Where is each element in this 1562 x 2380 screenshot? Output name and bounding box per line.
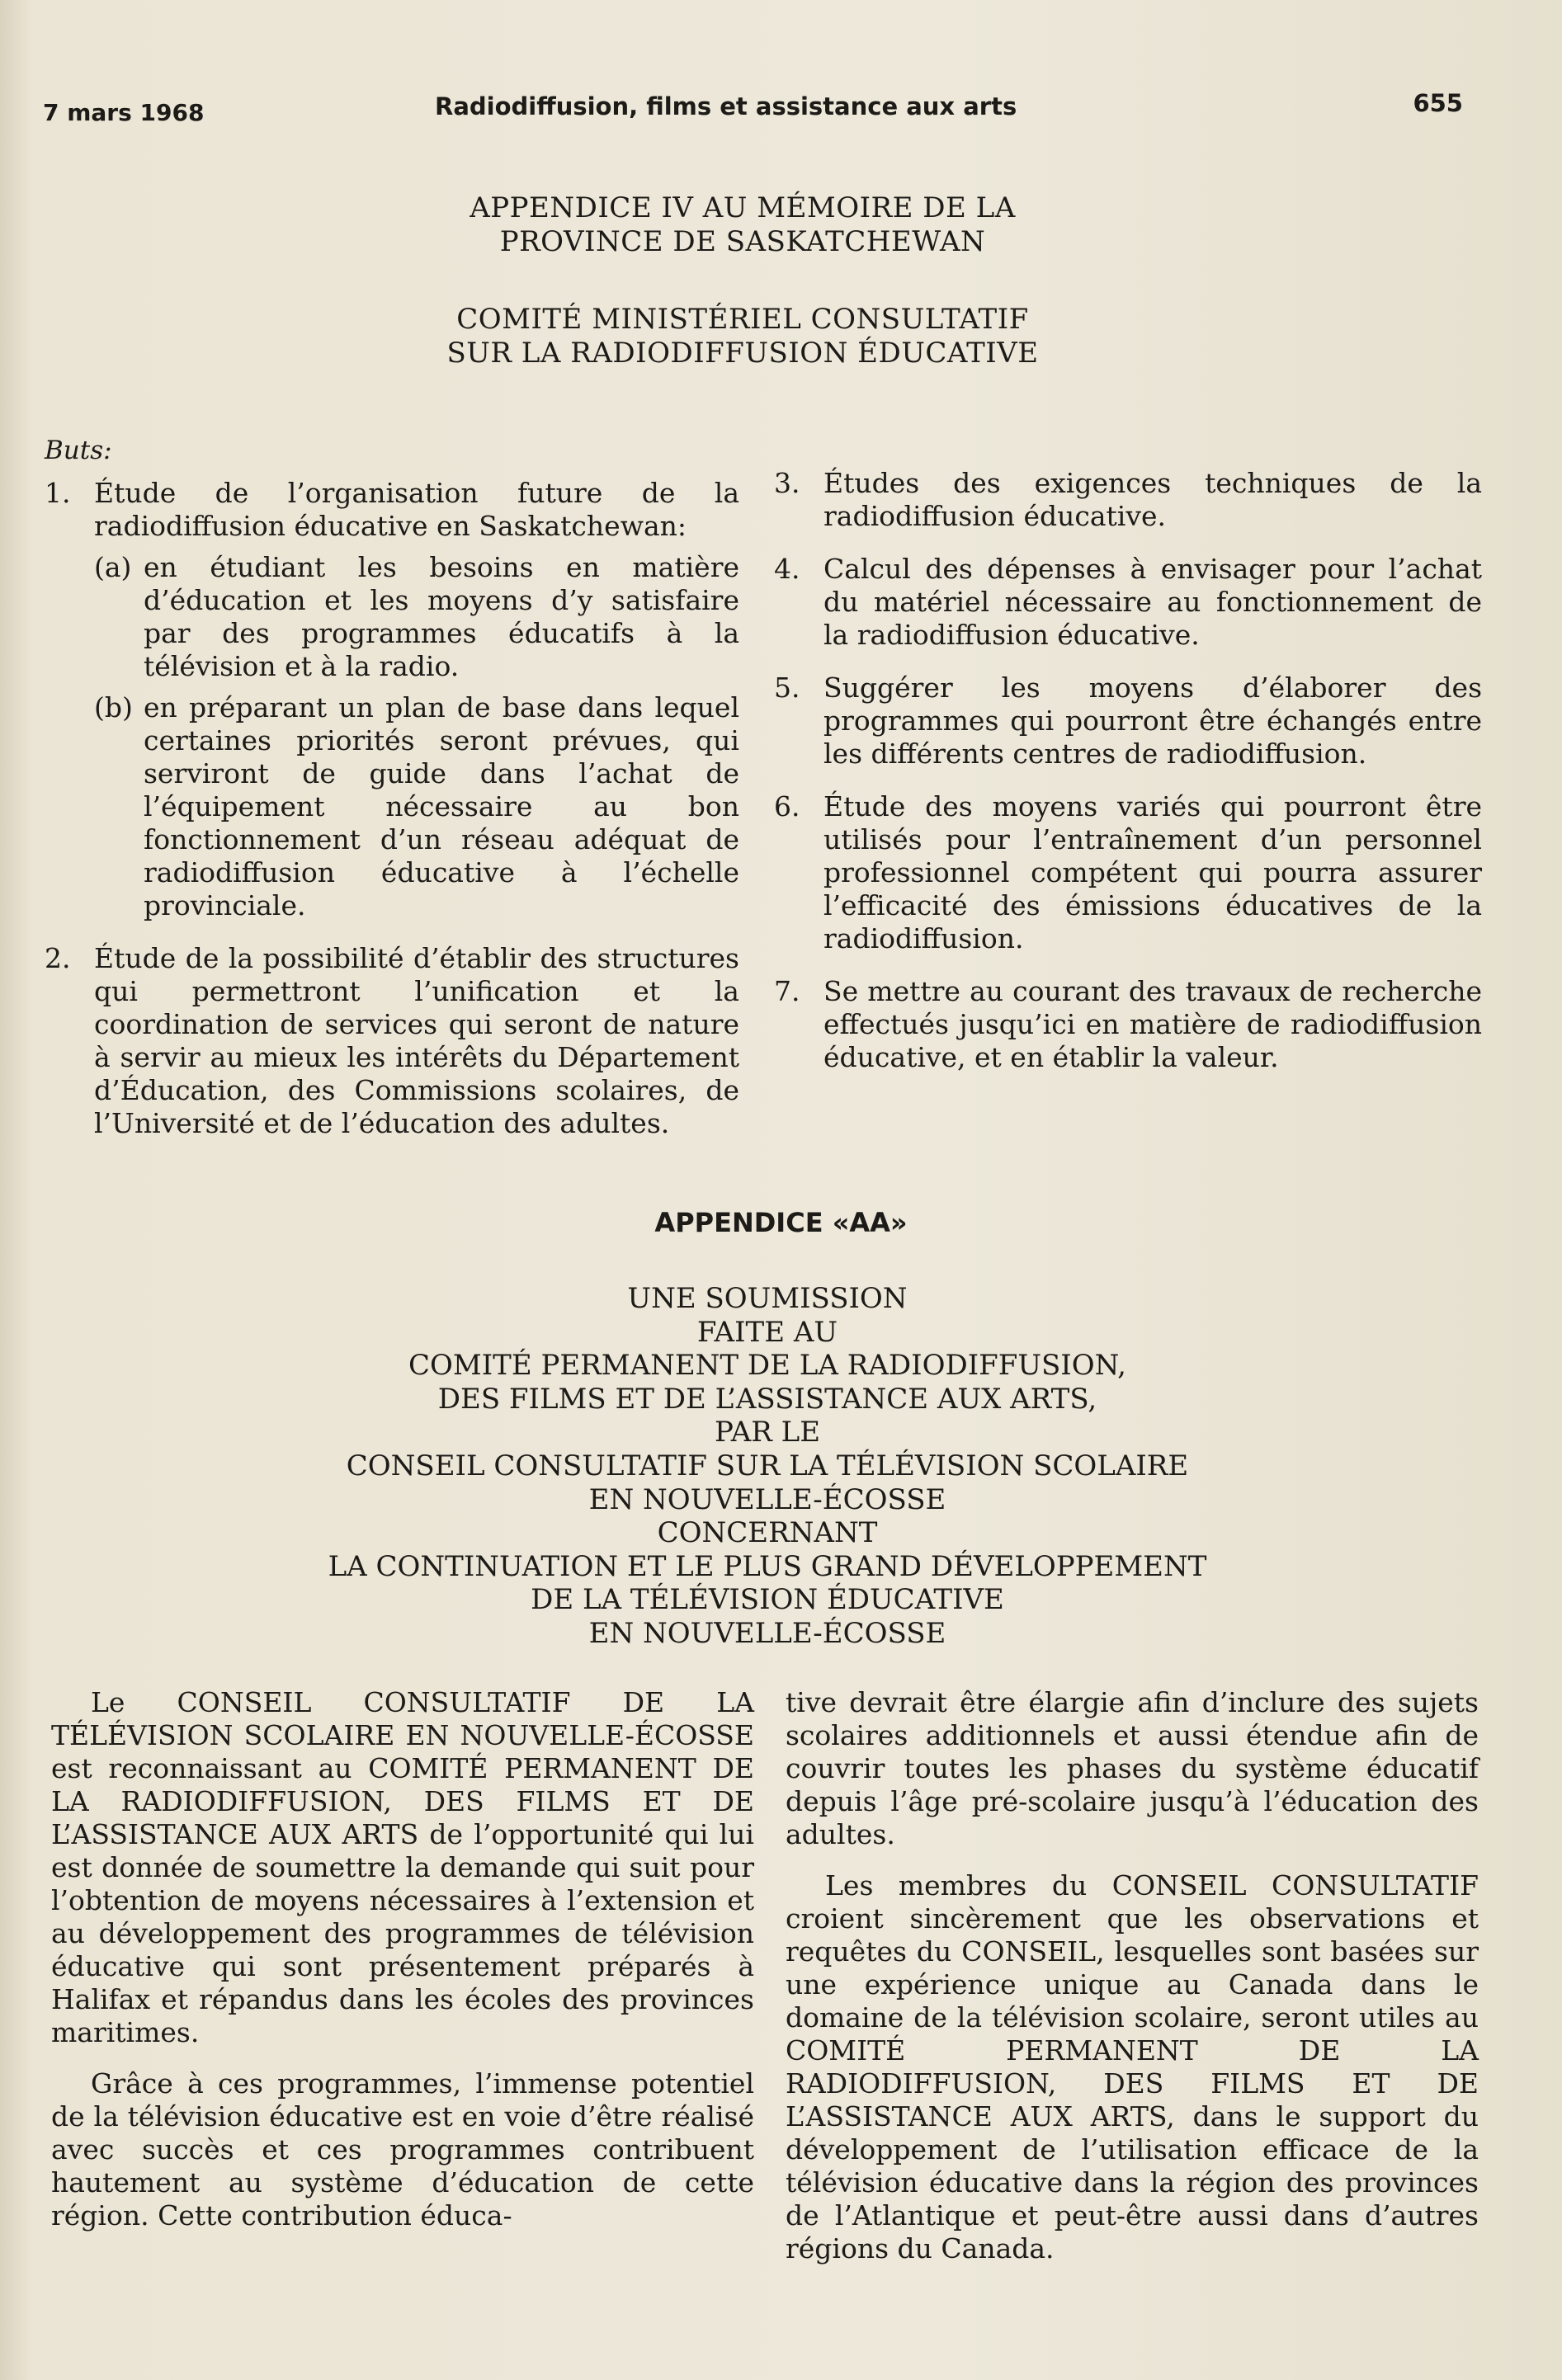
goal-text: Étude de l’organisation future de la radiodiffusion éducative en Saskatchewan: — [94, 477, 739, 542]
goal-subitem — [94, 551, 739, 683]
appendix-iv-title-line2: PROVINCE DE SASKATCHEWAN — [499, 225, 986, 258]
appendix-aa-heading: APPENDICE «AA» — [654, 1207, 908, 1238]
goal-text: Se mettre au courant des travaux de recherche effectués jusqu’ici en matière de radiodiffusion éducative, et en établir la valeur. — [823, 975, 1482, 1073]
page-header — [43, 89, 1463, 139]
goal-text: Suggérer les moyens d’élaborer des programmes qui pourront être échangés entre les différents centres de radiodiffusion. — [823, 672, 1482, 770]
paragraph: Grâce à ces programmes, l’immense potentiel de la télévision éducative est en voie d’être réalisé avec succès et ces programmes contribuent hautement au système d’éducation de cette région. Cette contribution éduca- — [51, 2067, 754, 2232]
subitem-text: en étudiant les besoins en matière d’éducation et les moyens d’y satisfaire par des programmes éducatifs à la télévision et à la radio. — [144, 551, 739, 682]
header-date: 7 mars 1968 — [43, 99, 205, 126]
submission-line: LA CONTINUATION ET LE PLUS GRAND DÉVELOPPEMENT — [328, 1549, 1207, 1583]
submission-line: DE LA TÉLÉVISION ÉDUCATIVE — [531, 1583, 1004, 1617]
goals-label: Buts: — [45, 436, 112, 465]
body-left-column — [51, 1686, 754, 2250]
goals-left-column — [45, 477, 739, 1153]
committee-title-line2: SUR LA RADIODIFFUSION ÉDUCATIVE — [446, 337, 1039, 370]
goal-number: 6. — [774, 790, 800, 822]
goal-item — [45, 942, 739, 1140]
paragraph: Les membres du CONSEIL CONSULTATIF croient sincèrement que les observations et requêtes du CONSEIL, lesquelles sont basées sur une expérience unique au Canada dans le domaine de la télévision scolaire, seront utiles au COMITÉ PERMANENT DE LA RADIODIFFUSION, DES FILMS ET DE L’ASSISTANCE AUX ARTS, dans le support du développement de l’utilisation efficace de la télévision éducative dans la région des provinces de l’Atlantique et peut-être aussi dans d’autres régions du Canada. — [786, 1869, 1479, 2265]
page-number: 655 — [1413, 89, 1463, 117]
submission-line: PAR LE — [714, 1416, 821, 1449]
submission-line: CONCERNANT — [657, 1516, 878, 1550]
paragraph: Le CONSEIL CONSULTATIF DE LA TÉLÉVISION SCOLAIRE EN NOUVELLE-ÉCOSSE est reconnaissant au COMITÉ PERMANENT DE LA RADIODIFFUSION, DES FILMS ET DE L’ASSISTANCE AUX ARTS de l’opportunité qui lui est donnée de soumettre la demande qui suit pour l’obtention de moyens nécessaires à l’extension et au développement des programmes de télévision éducative qui sont présentement préparés à Halifax et répandus dans les écoles des provinces maritimes. — [51, 1686, 754, 2048]
submission-title — [124, 1282, 1411, 1651]
paragraph-continuation: tive devrait être élargie afin d’inclure des sujets scolaires additionnels et aussi étendue afin de couvrir toutes les phases du système éducatif depuis l’âge pré-scolaire jusqu’à l’éducation des adultes. — [786, 1686, 1479, 1850]
running-title: Radiodiffusion, films et assistance aux arts — [435, 92, 1017, 120]
goal-number: 2. — [45, 942, 71, 974]
goal-text: Étude de la possibilité d’établir des structures qui permettront l’unification et la coordination de services qui seront de nature à servir au mieux les intérêts du Département d’Éducation, des Commissions scolaires, de l’Université et de l’éducation des adultes. — [94, 942, 739, 1139]
goal-item — [774, 467, 1482, 533]
submission-line: UNE SOUMISSION — [627, 1282, 908, 1315]
submission-line: EN NOUVELLE-ÉCOSSE — [588, 1616, 946, 1650]
appendix-iv-title-line1: APPENDICE IV AU MÉMOIRE DE LA — [470, 191, 1016, 224]
submission-line: FAITE AU — [696, 1315, 838, 1349]
goal-text: Étude des moyens variés qui pourront être utilisés pour l’entraînement d’un personnel professionnel compétent qui pourra assurer l’efficacité des émissions éducatives de la radiodiffusion. — [823, 790, 1482, 954]
committee-title — [330, 303, 1155, 370]
goal-item — [774, 553, 1482, 652]
goal-item — [774, 975, 1482, 1074]
subitem-label: (a) — [94, 551, 132, 583]
goal-text: Calcul des dépenses à envisager pour l’achat du matériel nécessaire au fonctionnement de la radiodiffusion éducative. — [823, 553, 1482, 651]
goal-item — [774, 672, 1482, 771]
submission-line: DES FILMS ET DE L’ASSISTANCE AUX ARTS, — [437, 1382, 1097, 1416]
submission-line: CONSEIL CONSULTATIF SUR LA TÉLÉVISION SCOLAIRE — [346, 1449, 1189, 1482]
subitem-label: (b) — [94, 691, 133, 723]
subitem-text: en préparant un plan de base dans lequel certaines priorités seront prévues, qui serviront de guide dans l’achat de l’équipement nécessaire au bon fonctionnement d’un réseau adéquat de radiodiffusion éducative à l’échelle provinciale. — [144, 691, 739, 921]
goal-number: 4. — [774, 553, 800, 585]
body-right-column — [786, 1686, 1479, 2283]
goal-item — [45, 477, 739, 929]
goal-number: 3. — [774, 467, 800, 499]
goal-text: Études des exigences techniques de la radiodiffusion éducative. — [823, 467, 1482, 532]
goal-item — [774, 790, 1482, 955]
appendix-iv-title — [330, 191, 1155, 259]
goal-number: 7. — [774, 975, 800, 1007]
goal-number: 5. — [774, 672, 800, 704]
submission-line: EN NOUVELLE-ÉCOSSE — [588, 1482, 946, 1516]
goals-right-column — [774, 467, 1482, 1087]
goal-number: 1. — [45, 477, 71, 509]
goal-subitem — [94, 691, 739, 922]
committee-title-line1: COMITÉ MINISTÉRIEL CONSULTATIF — [456, 303, 1029, 336]
submission-line: COMITÉ PERMANENT DE LA RADIODIFFUSION, — [408, 1349, 1126, 1383]
